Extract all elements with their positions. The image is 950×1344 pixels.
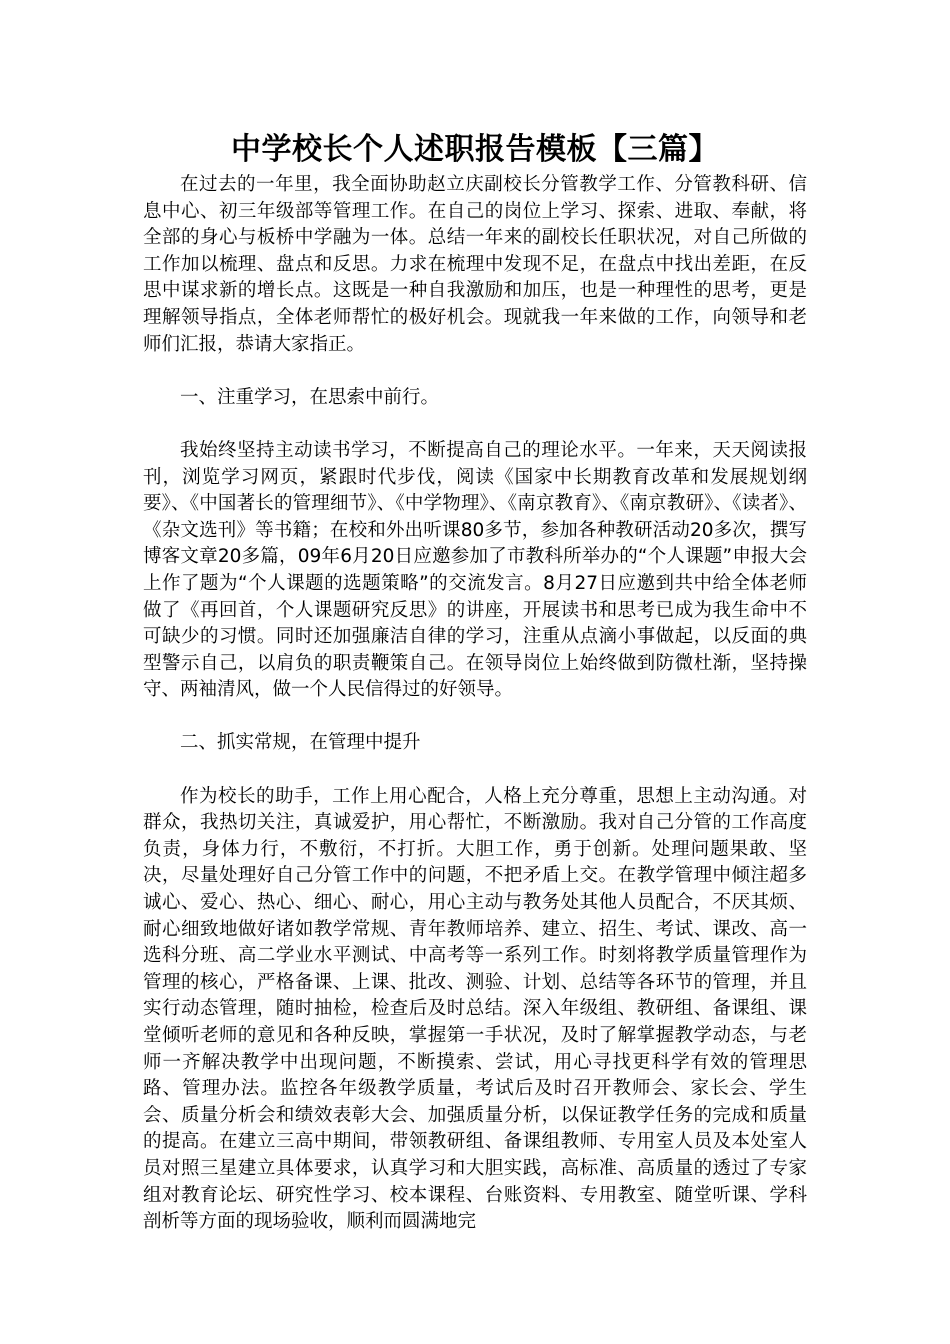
document-title: 中学校长个人述职报告模板【三篇】	[231, 132, 719, 167]
paragraph-study: 我始终坚持主动读书学习，不断提高自己的理论水平。一年来，天天阅读报刊，浏览学习网页，紧跟时代步伐，阅读《国家中长期教育改革和发展规划纲要》、《中国著长的管理细节》、《中学物理》、《南京教育》、《南京教研》、《读者》、《杂文选刊》等书籍；在校和外出听课80多节，参加各种教研活动20多次，撰写博客文章20多篇，09年6月20日应邀参加了市教科所举办的“个人课题”申报大会上作了题为“个人课题的选题策略”的交流发言。8月27日应邀到共中给全体老师做了《再回首，个人课题研究反思》的讲座，开展读书和思考已成为我生命中不可缺少的习惯。同时还加强廉洁自律的学习，注重从点滴小事做起，以反面的典型警示自己，以肩负的职责鞭策自己。在领导岗位上始终做到防微杜渐，坚持操守、两袖清风，做一个人民信得过的好领导。	[143, 439, 807, 701]
section-heading-2: 二、抓实常规，在管理中提升	[180, 732, 421, 754]
paragraph-spacer	[143, 411, 807, 438]
paragraph-management: 作为校长的助手，工作上用心配合，人格上充分尊重，思想上主动沟通。对群众，我热切关注，真诚爱护，用心帮忙，不断激励。我对自己分管的工作高度负责，身体力行，不敷衍，不打折。大胆工作，勇于创新。处理问题果敢、坚决，尽量处理好自己分管工作中的问题，不把矛盾上交。在教学管理中倾注超多诚心、爱心、热心、细心、耐心，用心主动与教务处其他人员配合，不厌其烦、耐心细致地做好诸如教学常规、青年教师培养、建立、招生、考试、课改、高一选科分班、高二学业水平测试、中高考等一系列工作。时刻将教学质量管理作为管理的核心，严格备课、上课、批改、测验、计划、总结等各环节的管理，并且实行动态管理，随时抽检，检查后及时总结。深入年级组、教研组、备课组、课堂倾听老师的意见和各种反映，掌握第一手状况，及时了解掌握教学动态，与老师一齐解决教学中出现问题，不断摸索、尝试，用心寻找更科学有效的管理思路、管理办法。监控各年级教学质量，考试后及时召开教师会、家长会、学生会、质量分析会和绩效表彰大会、加强质量分析，以保证教学任务的完成和质量的提高。在建立三高中期间，带领教研组、备课组教师、专用室人员及本处室人员对照三星建立具体要求，认真学习和大胆实践，高标准、高质量的透过了专家组对教育论坛、研究性学习、校本课程、台账资料、专用教室、随堂听课、学科剖析等方面的现场验收，顺利而圆满地完	[143, 785, 807, 1233]
paragraph-intro: 在过去的一年里，我全面协助赵立庆副校长分管教学工作、分管教科研、信息中心、初三年级部等管理工作。在自己的岗位上学习、探索、进取、奉献，将全部的身心与板桥中学融为一体。总结一年来的副校长任职状况，对自己所做的工作加以梳理、盘点和反思。力求在梳理中发现不足，在盘点中找出差距，在反思中谋求新的增长点。这既是一种自我激励和加压，也是一种理性的思考，更是理解领导指点，全体老师帮忙的极好机会。现就我一年来做的工作，向领导和老师们汇报，恭请大家指正。	[143, 174, 807, 355]
paragraph-spacer	[143, 757, 807, 784]
paragraph-spacer	[143, 358, 807, 385]
section-heading-1: 一、注重学习，在思索中前行。	[180, 386, 440, 408]
paragraph-spacer	[143, 704, 807, 731]
document-body	[143, 172, 807, 1236]
